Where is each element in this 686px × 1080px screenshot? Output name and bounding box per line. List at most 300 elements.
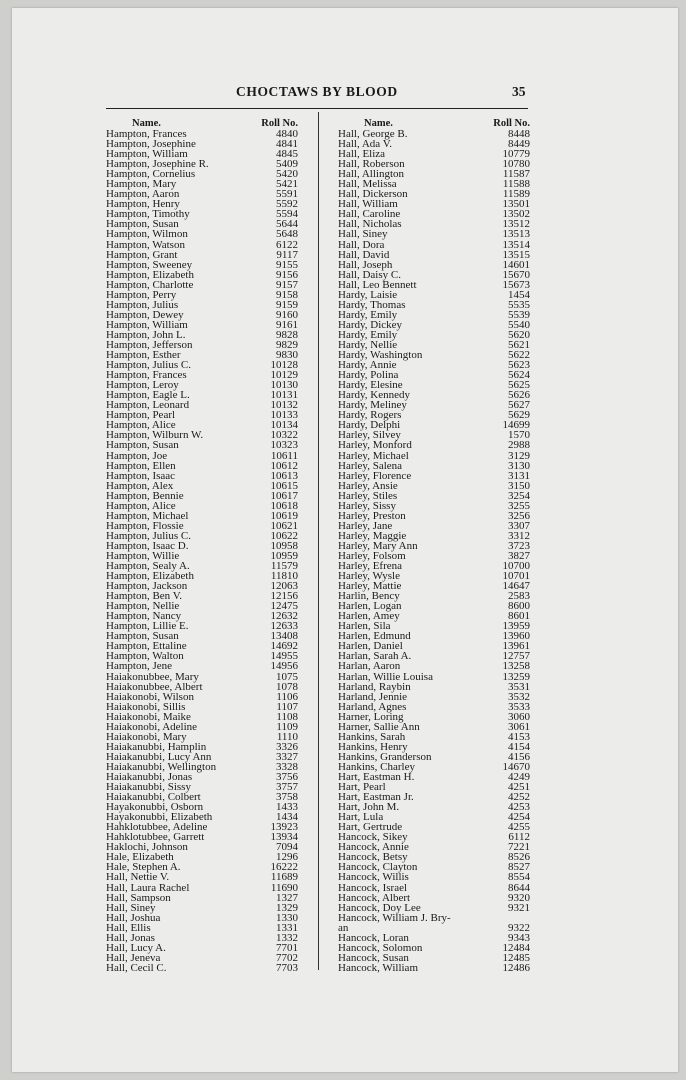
entry-name: Harley, Monford (338, 439, 412, 452)
entry-name: Hart, Eastman H. (338, 771, 415, 783)
entry-roll-number: 3307 (508, 519, 530, 532)
entry-name: Hampton, Leonard (106, 399, 190, 412)
entry-name: Hardy, Laisie (338, 288, 398, 301)
entry-roll-number: 4845 (276, 148, 298, 161)
entry-name: Hale, Stephen A. (106, 861, 181, 874)
entry-roll-number: 10618 (270, 499, 298, 512)
entry-name: Hancock, Solomon (338, 941, 423, 954)
entry-roll-number: 8448 (508, 128, 530, 140)
entry-name: Hampton, Sealy A. (106, 560, 190, 573)
entry-name: Hampton, Josephine (106, 138, 196, 151)
entry-name: Hart, Lula (338, 811, 384, 824)
entry-name: Hall, Joshua (106, 911, 161, 924)
entry-roll-number: 5420 (276, 168, 298, 181)
entry-roll-number: 1109 (276, 720, 298, 733)
entry-roll-number: 5623 (508, 359, 530, 372)
entry-roll-number: 3254 (508, 489, 530, 502)
entry-roll-number: 9829 (276, 338, 298, 351)
entry-roll-number: 8601 (508, 610, 530, 623)
entry-roll-number: 12063 (270, 580, 298, 593)
entry-name: Haiakonobi, Sillis (106, 700, 186, 713)
entry-name: Hampton, Ben V. (106, 590, 182, 603)
entry-roll-number: 9828 (276, 328, 298, 341)
entry-name: Hall, Cecil C. (106, 961, 167, 974)
entry-name: Hampton, Isaac D. (106, 539, 189, 552)
entry-name: Hampton, Walton (106, 650, 184, 663)
entry-name: Hampton, Watson (106, 238, 185, 251)
entry-roll-number: 16222 (270, 861, 298, 874)
entry-name: Hampton, Alex (106, 479, 174, 492)
entry-name: Harlan, Sarah A. (338, 650, 412, 663)
entry-roll-number: 5644 (276, 218, 298, 231)
entry-roll-number: 3827 (508, 549, 530, 562)
entry-roll-number: 3255 (508, 499, 530, 512)
entry-roll-number: 9320 (508, 891, 530, 904)
entry-roll-number: 10622 (270, 529, 298, 542)
entry-roll-number: 11689 (270, 871, 298, 884)
entry-name: Hancock, Israel (338, 881, 408, 894)
entry-roll-number: 12475 (270, 600, 298, 613)
roll-entry (338, 872, 530, 882)
entry-name: Hampton, William (106, 148, 188, 161)
entry-roll-number: 6122 (276, 238, 298, 251)
entry-roll-number: 5535 (508, 298, 530, 311)
entry-name: Hancock, Loran (338, 931, 409, 944)
entry-roll-number: 3723 (508, 539, 530, 552)
entry-roll-number: 4253 (508, 801, 530, 814)
entry-roll-number: 6112 (508, 831, 530, 844)
entry-name: Hart, Gertrude (338, 821, 403, 834)
entry-name: Harland, Agnes (338, 700, 407, 713)
entry-roll-number: 3758 (276, 791, 298, 804)
entry-roll-number: 3756 (276, 771, 298, 783)
roll-entry (338, 913, 530, 923)
entry-roll-number: 10621 (270, 519, 298, 532)
entry-name: Harley, Silvey (338, 429, 401, 442)
entry-name: Harley, Ansie (338, 479, 398, 492)
entry-roll-number: 8644 (508, 881, 530, 894)
entry-name: Hall, Allington (338, 168, 404, 181)
roll-entry (338, 229, 530, 239)
entry-name: Hampton, Susan (106, 218, 179, 231)
entry-name: Hart, Eastman Jr. (338, 791, 414, 804)
entry-name: Hardy, Emily (338, 308, 398, 321)
entry-name: Hancock, Willis (338, 871, 409, 884)
entry-name: Hayakonubbi, Elizabeth (106, 811, 213, 824)
entry-name: Hampton, Ettaline (106, 640, 187, 653)
entry-roll-number: 10619 (270, 509, 298, 522)
entry-roll-number: 10613 (270, 469, 298, 482)
entry-name: Hancock, Susan (338, 951, 409, 964)
entry-roll-number: 10611 (270, 449, 298, 462)
entry-name: Hampton, Isaac (106, 469, 176, 482)
entry-roll-number: 11587 (502, 168, 530, 181)
entry-roll-number: 13512 (502, 218, 530, 231)
page-header (0, 80, 686, 104)
entry-name: Hall, Jeneva (106, 951, 161, 964)
entry-roll-number: 13408 (270, 630, 298, 643)
entry-roll-number: 10612 (270, 459, 298, 472)
entry-roll-number: 8554 (508, 871, 530, 884)
entry-roll-number: 11810 (270, 570, 298, 583)
entry-name: Hancock, Betsy (338, 851, 408, 864)
entry-name: Harley, Folsom (338, 549, 406, 562)
entry-roll-number: 14955 (270, 650, 298, 663)
entry-roll-number: 10322 (270, 429, 298, 442)
entry-roll-number: 11588 (502, 178, 530, 191)
entry-roll-number: 7702 (276, 951, 298, 964)
entry-roll-number: 5540 (508, 318, 530, 331)
entry-name: Hampton, Frances (106, 128, 187, 140)
entry-name: Harley, Salena (338, 459, 403, 472)
entry-roll-number: 4840 (276, 128, 298, 140)
entry-roll-number: 10780 (502, 158, 530, 171)
entry-name: Hampton, Nancy (106, 610, 182, 623)
entry-name: Harlan, Willie Louisa (338, 670, 433, 683)
roll-entry (106, 229, 298, 239)
entry-name: Harlen, Amey (338, 610, 400, 623)
entry-name: Hampton, John L. (106, 328, 186, 341)
entry-roll-number: 13502 (502, 208, 530, 221)
entry-name: Harlen, Logan (338, 600, 402, 613)
entry-name: Hampton, Susan (106, 439, 179, 452)
column-divider (318, 112, 319, 970)
entry-roll-number: 13959 (502, 620, 530, 633)
entry-name: Hall, Melissa (338, 178, 397, 191)
entry-name: Hancock, William (338, 961, 418, 974)
entry-roll-number: 2583 (508, 590, 530, 603)
entry-name: Hardy, Washington (338, 349, 423, 362)
entry-roll-number: 4154 (508, 740, 530, 753)
entry-roll-number: 3150 (508, 479, 530, 492)
entry-roll-number: 9117 (276, 248, 298, 261)
entry-name: Hancock, William J. Bry- (338, 911, 451, 924)
entry-name: Haiakanubbi, Sissy (106, 781, 191, 794)
entry-name: Hancock, Albert (338, 891, 411, 904)
entry-roll-number: 1329 (276, 901, 298, 914)
entry-name: Hampton, Lillie E. (106, 620, 189, 633)
entry-roll-number: 4255 (508, 821, 530, 834)
page-title: CHOCTAWS BY BLOOD (236, 84, 398, 99)
entry-roll-number: 3130 (508, 459, 530, 472)
entry-name: Harley, Preston (338, 509, 406, 522)
entry-name: Harley, Maggie (338, 529, 407, 542)
entry-name: Hampton, Elizabeth (106, 570, 194, 583)
entry-name: Hampton, Josephine R. (106, 158, 209, 171)
left-column (106, 118, 298, 973)
entry-name: Harlen, Daniel (338, 640, 403, 653)
entry-name: Hampton, Jackson (106, 580, 188, 593)
left-roll-list (106, 129, 298, 973)
entry-roll-number: 5625 (508, 379, 530, 392)
entry-roll-number: 1108 (276, 710, 298, 723)
entry-name: Hankins, Henry (338, 740, 408, 753)
entry-name: Hampton, Dewey (106, 308, 184, 321)
entry-name: Hart, John M. (338, 801, 400, 814)
entry-name: Hall, David (338, 248, 390, 261)
entry-roll-number: 9159 (276, 298, 298, 311)
entry-roll-number: 5421 (276, 178, 298, 191)
entry-roll-number: 9830 (276, 349, 298, 362)
entry-name: Hall, Nicholas (338, 218, 402, 231)
entry-roll-number: 12633 (270, 620, 298, 633)
entry-name: Hampton, Charlotte (106, 278, 194, 291)
name-header: Name. (364, 118, 393, 129)
entry-name: Haiakonubbee, Mary (106, 670, 199, 683)
entry-roll-number: 10323 (270, 439, 298, 452)
entry-name: Hardy, Rogers (338, 409, 402, 422)
roll-entry (338, 963, 530, 973)
entry-name: Harley, Jane (338, 519, 393, 532)
entry-roll-number: 5627 (508, 399, 530, 412)
entry-name: Hampton, Eagle L. (106, 389, 190, 402)
entry-name: Hampton, Pearl (106, 409, 176, 422)
entry-name: Hampton, William (106, 318, 188, 331)
entry-roll-number: 13960 (502, 630, 530, 643)
entry-roll-number: 13259 (502, 670, 530, 683)
entry-roll-number: 13514 (502, 238, 530, 251)
entry-roll-number: 12486 (502, 961, 530, 974)
entry-roll-number: 1332 (276, 931, 298, 944)
entry-name: Hall, Daisy C. (338, 268, 401, 281)
entry-roll-number: 5624 (508, 369, 530, 382)
entry-name: Hampton, Alice (106, 419, 176, 432)
entry-name: Haiakonobi, Adeline (106, 720, 198, 733)
entry-roll-number: 10701 (502, 570, 530, 583)
entry-name: Hardy, Delphi (338, 419, 401, 432)
entry-roll-number: 1433 (276, 801, 298, 814)
entry-name: Hampton, Aaron (106, 188, 180, 201)
entry-name: Hampton, Cornelius (106, 168, 196, 181)
entry-name: Hancock, Sikey (338, 831, 408, 844)
entry-name: Hankins, Sarah (338, 730, 406, 743)
entry-roll-number: 9322 (508, 921, 530, 934)
entry-name: Harley, Sissy (338, 499, 396, 512)
entry-roll-number: 13258 (502, 660, 530, 673)
entry-name: Hall, Lucy A. (106, 941, 166, 954)
entry-roll-number: 14699 (502, 419, 530, 432)
entry-name: Hardy, Thomas (338, 298, 406, 311)
entry-name: Hampton, Nellie (106, 600, 180, 613)
entry-name: Hall, Joseph (338, 258, 393, 271)
entry-roll-number: 13923 (270, 821, 298, 834)
entry-roll-number: 11589 (502, 188, 530, 201)
entry-roll-number: 4254 (508, 811, 530, 824)
entry-roll-number: 12485 (502, 951, 530, 964)
entry-name: Haiakanubbi, Jonas (106, 771, 193, 783)
entry-name: Hancock, Doy Lee (338, 901, 421, 914)
entry-name: Hancock, Clayton (338, 861, 418, 874)
entry-name: Hall, Dickerson (338, 188, 408, 201)
entry-roll-number: 9321 (508, 901, 530, 914)
entry-roll-number: 4251 (508, 781, 530, 794)
entry-name: Haiakanubbi, Colbert (106, 791, 201, 804)
entry-name: Hahklotubbee, Garrett (106, 831, 205, 844)
entry-roll-number: 10129 (270, 369, 298, 382)
entry-roll-number: 5591 (276, 188, 298, 201)
entry-name: an (338, 921, 349, 934)
entry-name: Harley, Wysle (338, 570, 400, 583)
entry-roll-number: 8526 (508, 851, 530, 864)
entry-name: Hampton, Esther (106, 349, 181, 362)
entry-roll-number: 3129 (508, 449, 530, 462)
entry-name: Harley, Mary Ann (338, 539, 418, 552)
entry-roll-number: 5539 (508, 308, 530, 321)
entry-roll-number: 10617 (270, 489, 298, 502)
entry-roll-number: 13501 (502, 198, 530, 211)
entry-name: Hampton, Jefferson (106, 338, 193, 351)
entry-roll-number: 15670 (502, 268, 530, 281)
entry-name: Hall, Sampson (106, 891, 171, 904)
entry-name: Harlen, Sila (338, 620, 391, 633)
entry-name: Haiakanubbi, Hamplin (106, 740, 207, 753)
entry-roll-number: 12156 (270, 590, 298, 603)
entry-name: Harlan, Aaron (338, 660, 401, 673)
entry-roll-number: 3533 (508, 700, 530, 713)
entry-roll-number: 9155 (276, 258, 298, 271)
entry-name: Hardy, Meliney (338, 399, 407, 412)
entry-name: Hale, Elizabeth (106, 851, 174, 864)
entry-roll-number: 13961 (502, 640, 530, 653)
entry-roll-number: 14647 (502, 580, 530, 593)
right-roll-list (338, 129, 530, 973)
entry-name: Hampton, Julius (106, 298, 179, 311)
entry-name: Hampton, Flossie (106, 519, 184, 532)
entry-name: Hampton, Bennie (106, 489, 184, 502)
entry-roll-number: 3256 (508, 509, 530, 522)
entry-name: Haiakonobi, Mary (106, 730, 187, 743)
entry-roll-number: 2988 (508, 439, 530, 452)
entry-name: Harley, Stiles (338, 489, 398, 502)
entry-name: Hall, Dora (338, 238, 385, 251)
entry-roll-number: 9161 (276, 318, 298, 331)
entry-roll-number: 4252 (508, 791, 530, 804)
entry-roll-number: 1110 (276, 730, 298, 743)
entry-name: Hampton, Leroy (106, 379, 179, 392)
entry-roll-number: 11690 (270, 881, 298, 894)
entry-name: Hardy, Nellie (338, 338, 398, 351)
entry-name: Hampton, Alice (106, 499, 176, 512)
entry-name: Hampton, Willie (106, 549, 180, 562)
entry-roll-number: 1107 (276, 700, 298, 713)
entry-roll-number: 14670 (502, 760, 530, 773)
entry-roll-number: 1296 (276, 851, 298, 864)
entry-roll-number: 5594 (276, 208, 298, 221)
right-column (338, 118, 530, 973)
entry-name: Hampton, Susan (106, 630, 179, 643)
entry-name: Harley, Mattie (338, 580, 402, 593)
entry-roll-number: 3131 (508, 469, 530, 482)
entry-name: Haklochi, Johnson (106, 841, 188, 854)
entry-roll-number: 9157 (276, 278, 298, 291)
entry-name: Hampton, Frances (106, 369, 187, 382)
entry-name: Hampton, Grant (106, 248, 178, 261)
entry-roll-number: 5629 (508, 409, 530, 422)
roll-entry (106, 872, 298, 882)
entry-roll-number: 10130 (270, 379, 298, 392)
entry-roll-number: 9160 (276, 308, 298, 321)
entry-name: Hardy, Polina (338, 369, 399, 382)
entry-name: Hampton, Elizabeth (106, 268, 194, 281)
entry-roll-number: 9343 (508, 931, 530, 944)
entry-roll-number: 11579 (270, 560, 298, 573)
entry-roll-number: 5621 (508, 338, 530, 351)
entry-roll-number: 13513 (502, 228, 530, 241)
entry-name: Hampton, Julius C. (106, 359, 191, 372)
entry-name: Hampton, Timothy (106, 208, 190, 221)
entry-roll-number: 7703 (276, 961, 298, 974)
entry-roll-number: 12757 (502, 650, 530, 663)
entry-roll-number: 3326 (276, 740, 298, 753)
entry-roll-number: 1330 (276, 911, 298, 924)
entry-roll-number: 4153 (508, 730, 530, 743)
entry-name: Hancock, Annie (338, 841, 409, 854)
entry-name: Hall, Caroline (338, 208, 401, 221)
page-number: 35 (512, 84, 526, 99)
entry-name: Hall, Laura Rachel (106, 881, 190, 894)
entry-roll-number: 7221 (508, 841, 530, 854)
entry-roll-number: 3327 (276, 750, 298, 763)
entry-roll-number: 3328 (276, 760, 298, 773)
entry-name: Harley, Michael (338, 449, 409, 462)
entry-roll-number: 14956 (270, 660, 298, 673)
entry-roll-number: 1106 (276, 690, 298, 703)
entry-roll-number: 5620 (508, 328, 530, 341)
entry-roll-number: 10132 (270, 399, 298, 412)
entry-roll-number: 5622 (508, 349, 530, 362)
roll-header: Roll No. (493, 118, 530, 129)
entry-name: Hankins, Granderson (338, 750, 432, 763)
entry-roll-number: 10958 (270, 539, 298, 552)
entry-roll-number: 10131 (270, 389, 298, 402)
entry-name: Hampton, Perry (106, 288, 177, 301)
entry-name: Hall, George B. (338, 128, 408, 140)
entry-name: Hampton, Wilburn W. (106, 429, 204, 442)
entry-name: Haiakonobi, Wilson (106, 690, 194, 703)
entry-name: Harner, Sallie Ann (338, 720, 420, 733)
entry-name: Hampton, Wilmon (106, 228, 188, 241)
entry-roll-number: 1570 (508, 429, 530, 442)
entry-name: Haiakonubbee, Albert (106, 680, 203, 693)
entry-name: Haiakanubbi, Wellington (106, 760, 217, 773)
entry-name: Hankins, Charley (338, 760, 415, 773)
entry-roll-number: 5592 (276, 198, 298, 211)
entry-roll-number: 1075 (276, 670, 298, 683)
entry-name: Hall, Roberson (338, 158, 405, 171)
entry-name: Hampton, Sweeney (106, 258, 193, 271)
entry-roll-number: 13934 (270, 831, 298, 844)
entry-roll-number: 1434 (276, 811, 298, 824)
entry-roll-number: 5626 (508, 389, 530, 402)
entry-name: Harlen, Edmund (338, 630, 411, 643)
entry-name: Harner, Loring (338, 710, 404, 723)
header-rule (106, 108, 528, 109)
entry-name: Harland, Raybin (338, 680, 411, 693)
entry-name: Hall, Leo Bennett (338, 278, 417, 291)
entry-roll-number: 1327 (276, 891, 298, 904)
entry-roll-number: 3531 (508, 680, 530, 693)
entry-name: Hampton, Michael (106, 509, 189, 522)
entry-roll-number: 8600 (508, 600, 530, 613)
entry-name: Hall, Nettie V. (106, 871, 170, 884)
entry-roll-number: 3532 (508, 690, 530, 703)
entry-name: Hampton, Henry (106, 198, 180, 211)
entry-roll-number: 12632 (270, 610, 298, 623)
entry-roll-number: 10134 (270, 419, 298, 432)
entry-roll-number: 3312 (508, 529, 530, 542)
entry-roll-number: 1331 (276, 921, 298, 934)
entry-name: Harlin, Bency (338, 590, 400, 603)
